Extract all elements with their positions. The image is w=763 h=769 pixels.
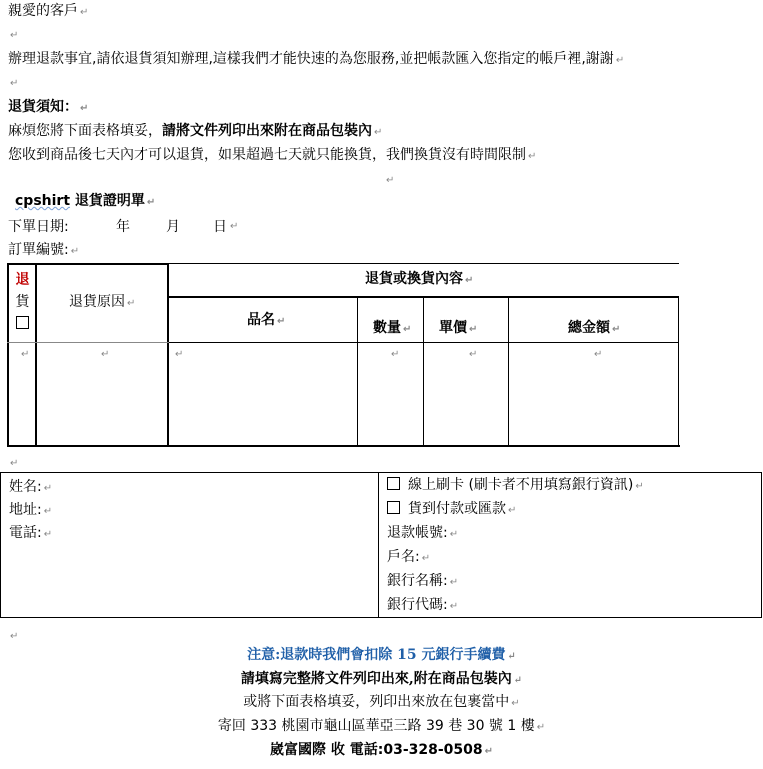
instruction-bold: 請填寫完整將文件列印出來,附在商品包裝內 ↵ [240,671,523,687]
paragraph-mark: ↵ [10,30,19,41]
paragraph-mark: ↵ [10,458,19,469]
fee-notice: 注意:退款時我們會扣除 15 元銀行手續費 ↵ [247,647,516,663]
option-online-card[interactable]: 線上刷卡 (刷卡者不用填寫銀行資訊) ↵ [387,476,644,496]
bank-name-field[interactable]: 銀行名稱: ↵ [387,573,459,589]
checkbox-icon[interactable] [387,501,400,514]
content-header: 退貨或換貨內容 ↵ [365,271,474,287]
return-checkbox[interactable] [16,316,29,329]
day-label: 日 [213,219,227,235]
order-number-label: 訂單編號: [8,242,69,258]
intro-text: 辦理退款事宜,請依退貨須知辦理,這樣我們才能快速的為您服務,並把帳款匯入您指定的帳戶裡,謝謝 ↵ [8,51,625,67]
account-holder-field[interactable]: 戶名: ↵ [387,549,431,565]
company-contact: 崴富國際 收 電話:03-328-0508 ↵ [269,742,494,758]
name-field[interactable]: 姓名: ↵ [9,479,53,495]
month-label: 月 [166,219,180,235]
return-label-top: 退 [15,272,30,288]
year-label: 年 [116,219,130,235]
return-address: 寄回 333 桃園市龜山區華亞三路 39 巷 30 號 1 樓 ↵ [217,718,546,734]
unit-price-header: 單價 ↵ [439,320,478,336]
order-number-row: 訂單編號: ↵ [8,242,80,258]
paragraph-mark: ↵ [10,631,19,642]
customer-info-table [0,472,762,618]
order-date-row: 下單日期: 年 月 日 ↵ [8,219,239,235]
instruction: 或將下面表格填妥，列印出來放在包裹當中 ↵ [243,694,520,710]
notice-heading: 退貨須知： ↵ [8,99,89,115]
order-date-label: 下單日期: [8,219,69,235]
form-title: cpshirt 退貨證明單 ↵ [15,193,156,209]
paragraph-mark: ↵ [10,78,19,89]
quantity-header: 數量 ↵ [373,320,412,336]
notice-line-2: 您收到商品後七天內才可以退貨，如果超過七天就只能換貨，我們換貨沒有時間限制 ↵ [8,147,537,163]
option-cod-transfer[interactable]: 貨到付款或匯款 ↵ [387,500,516,520]
refund-account-field[interactable]: 退款帳號: ↵ [387,525,459,541]
return-label-bottom: 貨 [15,294,30,310]
reason-header: 退貨原因 ↵ [69,294,136,310]
phone-field[interactable]: 電話: ↵ [9,525,53,541]
total-header: 總金額 ↵ [568,320,621,336]
address-field[interactable]: 地址: ↵ [9,502,53,518]
bank-code-field[interactable]: 銀行代碼: ↵ [387,597,459,613]
greeting: 親愛的客戶 ↵ [8,3,89,19]
return-checkbox-cell [10,269,35,335]
paragraph-mark: ↵ [386,175,395,186]
checkbox-icon[interactable] [387,477,400,490]
return-table: 退 貨 退貨原因 ↵ 退貨或換貨內容 ↵ 品名 ↵ 數量 ↵ 單價 ↵ 總金額 ↵ ↵ ↵ ↵ ↵ ↵ ↵ [7,263,680,447]
item-name-header: 品名 ↵ [247,312,286,328]
notice-line-1: 麻煩您將下面表格填妥，請將文件列印出來附在商品包裝內 ↵ [8,123,383,139]
